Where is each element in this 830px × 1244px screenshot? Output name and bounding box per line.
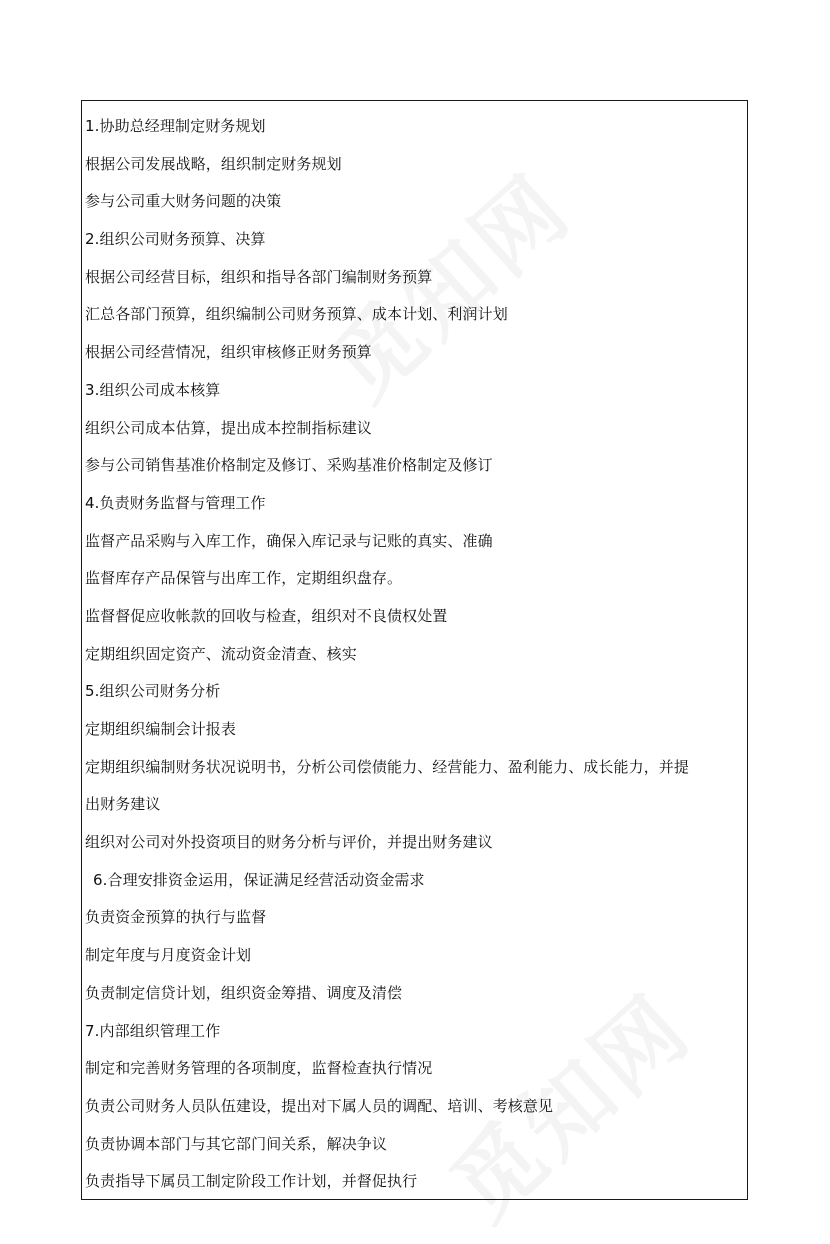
duty-line: 制定年度与月度资金计划: [85, 946, 252, 965]
duty-line: 负责指导下属员工制定阶段工作计划，并督促执行: [85, 1172, 418, 1191]
duty-line: 负责公司财务人员队伍建设，提出对下属人员的调配、培训、考核意见: [85, 1096, 554, 1115]
duty-line: 根据公司发展战略，组织制定财务规划: [85, 154, 342, 173]
duty-line: 参与公司重大财务问题的决策: [85, 192, 282, 211]
duty-line: 负责资金预算的执行与监督: [85, 908, 267, 927]
duty-line: 监督库存产品保管与出库工作，定期组织盘存。: [85, 569, 403, 588]
duty-line: 定期组织编制财务状况说明书，分析公司偿债能力、经营能力、盈利能力、成长能力，并提: [85, 757, 690, 776]
document-table-cell: [81, 100, 748, 1200]
duty-line: 负责制定信贷计划，组织资金筹措、调度及清偿: [85, 983, 403, 1002]
duty-line: 1.协助总经理制定财务规划: [85, 117, 266, 135]
duty-line: 定期组织编制会计报表: [85, 720, 237, 738]
duty-line: 6.合理安排资金运用，保证满足经营活动资金需求: [93, 870, 425, 889]
duty-line: 2.组织公司财务预算、决算: [85, 230, 266, 249]
duty-list: [85, 113, 749, 1206]
duty-line: 监督产品采购与入库工作，确保入库记录与记账的真实、准确: [85, 531, 493, 550]
duty-line: 汇总各部门预算，组织编制公司财务预算、成本计划、利润计划: [85, 305, 508, 324]
duty-line: 根据公司经营目标，组织和指导各部门编制财务预算: [85, 267, 433, 286]
duty-line: 定期组织固定资产、流动资金清查、核实: [85, 644, 357, 663]
duty-line: 组织对公司对外投资项目的财务分析与评价，并提出财务建议: [85, 833, 493, 852]
duty-line: 负责协调本部门与其它部门间关系，解决争议: [85, 1134, 388, 1153]
duty-line: 出财务建议: [85, 795, 161, 814]
duty-line: 3.组织公司成本核算: [85, 380, 221, 399]
duty-line: 组织公司成本估算，提出成本控制指标建议: [85, 418, 372, 437]
duty-line: 参与公司销售基准价格制定及修订、采购基准价格制定及修订: [85, 456, 493, 475]
duty-line: 监督督促应收帐款的回收与检查，组织对不良债权处置: [85, 606, 448, 625]
duty-line: 4.负责财务监督与管理工作: [85, 493, 266, 512]
duty-line: 7.内部组织管理工作: [85, 1021, 221, 1040]
duty-line: 5.组织公司财务分析: [85, 682, 221, 701]
duty-line: 制定和完善财务管理的各项制度，监督检查执行情况: [85, 1059, 433, 1078]
duty-line: 根据公司经营情况，组织审核修正财务预算: [85, 343, 372, 362]
